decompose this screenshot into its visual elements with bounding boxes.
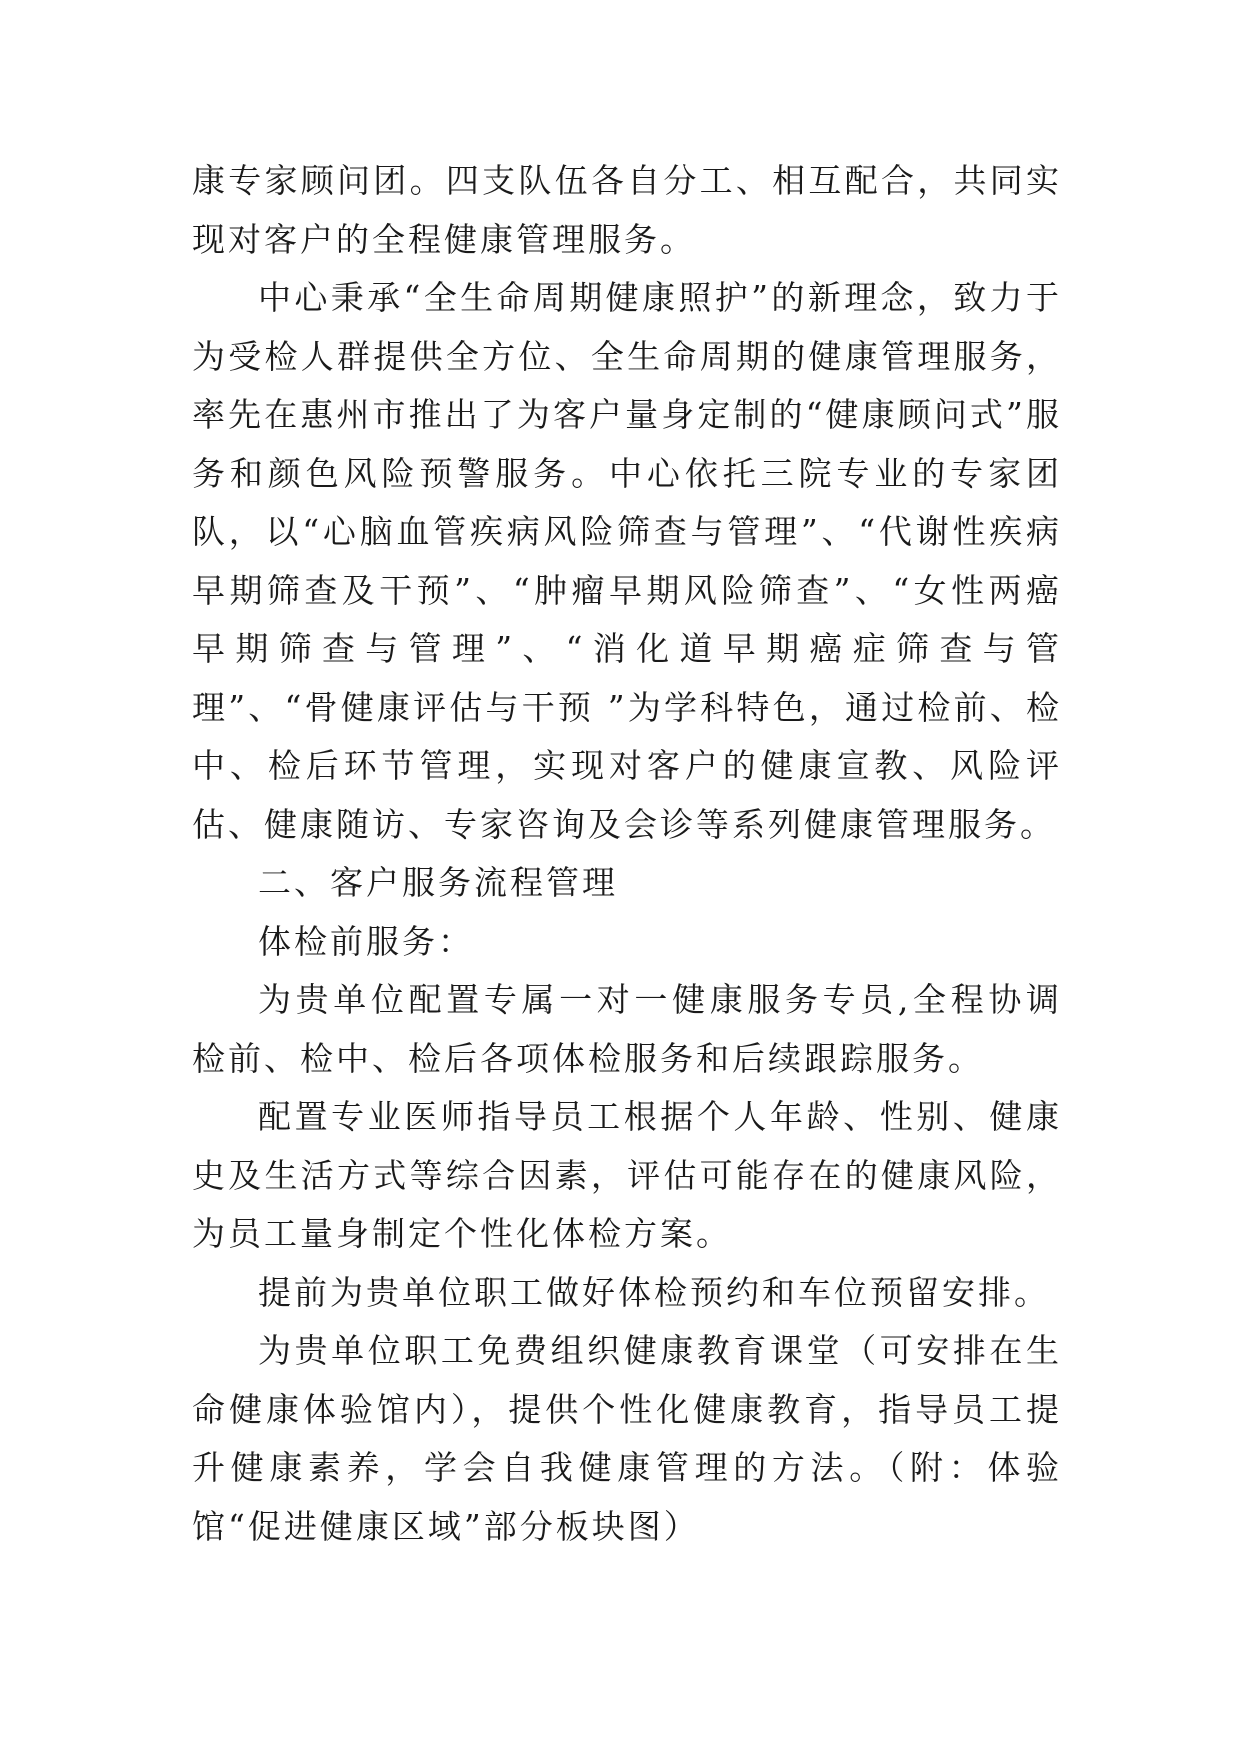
document-body [192, 152, 1062, 1556]
paragraph-center-philosophy: 中心秉承“全生命周期健康照护”的新理念，致力于为受检人群提供全方位、全生命周期的健康管理服务，率先在惠州市推出了为客户量身定制的“健康顾问式”服务和颜色风险预警服务。中心依托三院专业的专家团队，以“心脑血管疾病风险筛查与管理”、“代谢性疾病早期筛查及干预”、“肿瘤早期风险筛查”、“女性两癌早期筛查与管理”、“消化道早期癌症筛查与管理”、“骨健康评估与干预 ”为学科特色，通过检前、检中、检后环节管理，实现对客户的健康宣教、风险评估、健康随访、专家咨询及会诊等系列健康管理服务。 [192, 278, 1062, 844]
paragraph-appointment-parking: 提前为贵单位职工做好体检预约和车位预留安排。 [258, 1272, 1050, 1312]
paragraph-health-expert-team: 康专家顾问团。四支队伍各自分工、相互配合，共同实现对客户的全程健康管理服务。 [192, 161, 1062, 259]
paragraph-personalized-plan: 配置专业医师指导员工根据个人年龄、性别、健康史及生活方式等综合因素，评估可能存在的健康风险，为员工量身制定个性化体检方案。 [192, 1097, 1062, 1253]
paragraph-health-education: 为贵单位职工免费组织健康教育课堂（可安排在生命健康体验馆内），提供个性化健康教育，指导员工提升健康素养，学会自我健康管理的方法。（附：体验馆“促进健康区域”部分板块图） [192, 1331, 1062, 1546]
subheading-pre-exam-service: 体检前服务： [258, 921, 474, 961]
section-heading-customer-service-process: 二、客户服务流程管理 [258, 863, 618, 902]
paragraph-dedicated-specialist: 为贵单位配置专属一对一健康服务专员,全程协调检前、检中、检后各项体检服务和后续跟踪服务。 [192, 980, 1062, 1078]
